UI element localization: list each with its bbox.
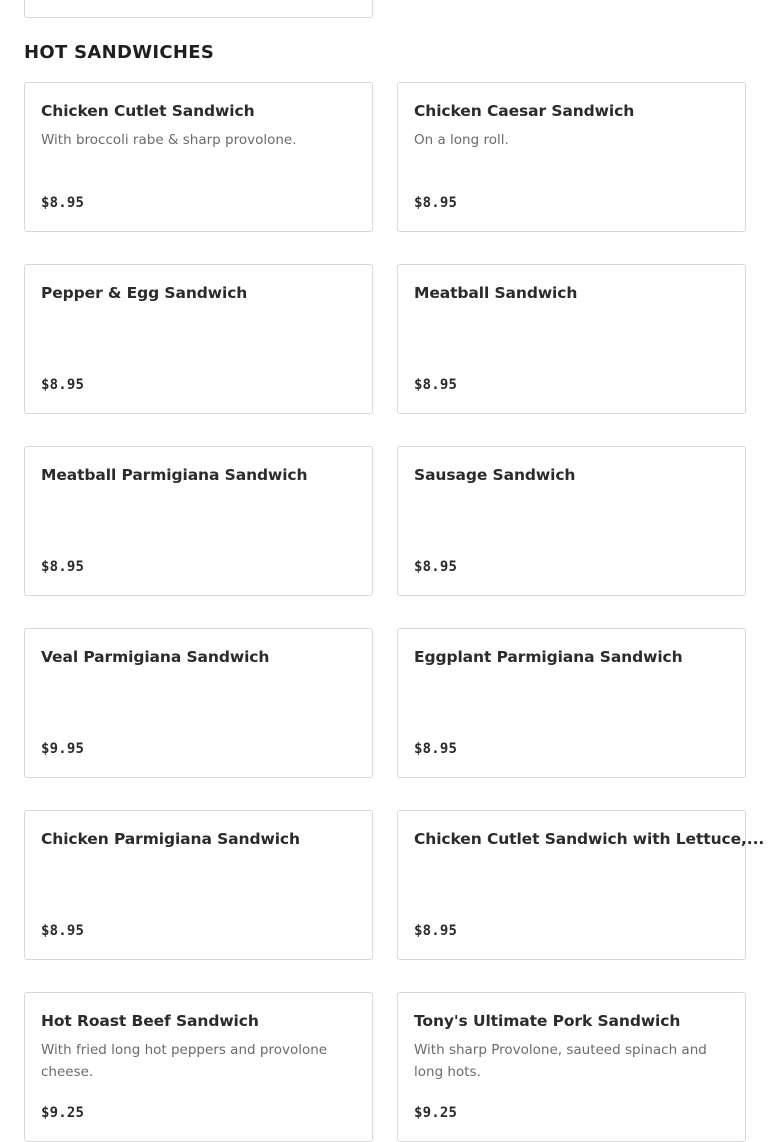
menu-item-price: $9.25: [414, 1105, 458, 1121]
menu-item-name: Eggplant Parmigiana Sandwich: [414, 648, 683, 666]
menu-item-card[interactable]: [397, 264, 746, 414]
menu-item-name: Sausage Sandwich: [414, 466, 576, 484]
menu-item-name: Pepper & Egg Sandwich: [41, 284, 248, 302]
section-heading: HOT SANDWICHES: [24, 42, 215, 63]
menu-item-price: $8.95: [41, 377, 85, 393]
menu-item-description: On a long roll.: [414, 132, 509, 148]
menu-item-name: Veal Parmigiana Sandwich: [41, 648, 270, 666]
menu-item-card[interactable]: [397, 82, 746, 232]
menu-item-name: Hot Roast Beef Sandwich: [41, 1012, 259, 1030]
menu-item-name: Tony's Ultimate Pork Sandwich: [414, 1012, 681, 1030]
menu-item-price: $8.95: [41, 195, 85, 211]
menu-item-price: $8.95: [41, 559, 85, 575]
menu-item-name: Chicken Cutlet Sandwich: [41, 102, 255, 120]
previous-menu-item-card[interactable]: [24, 0, 373, 18]
menu-item-name: Meatball Parmigiana Sandwich: [41, 466, 308, 484]
menu-item-card[interactable]: [397, 810, 765, 960]
menu-item-card[interactable]: [397, 992, 746, 1142]
menu-item-description: With broccoli rabe & sharp provolone.: [41, 132, 297, 148]
menu-item-price: $8.95: [414, 377, 458, 393]
menu-item-price: $8.95: [414, 923, 458, 939]
menu-item-card[interactable]: [24, 82, 373, 232]
menu-item-description: With sharp Provolone, sauteed spinach and long hots.: [414, 1042, 707, 1080]
menu-item-price: $8.95: [414, 559, 458, 575]
menu-item-card[interactable]: [24, 992, 373, 1142]
menu-item-price: $8.95: [41, 923, 85, 939]
menu-item-name: Chicken Cutlet Sandwich with Lettuce,...: [414, 830, 765, 848]
menu-item-card[interactable]: [24, 446, 373, 596]
menu-item-price: $9.95: [41, 741, 85, 757]
menu-item-price: $8.95: [414, 195, 458, 211]
menu-item-card[interactable]: [397, 446, 746, 596]
menu-item-name: Chicken Parmigiana Sandwich: [41, 830, 300, 848]
menu-item-card[interactable]: [397, 628, 746, 778]
menu-item-price: $9.25: [41, 1105, 85, 1121]
menu-item-card[interactable]: [24, 628, 373, 778]
menu-item-name: Chicken Caesar Sandwich: [414, 102, 635, 120]
menu-item-card[interactable]: [24, 810, 373, 960]
menu-item-description: With fried long hot peppers and provolone cheese.: [41, 1042, 328, 1080]
menu-item-grid: [24, 82, 765, 1142]
menu-item-name: Meatball Sandwich: [414, 284, 578, 302]
menu-item-card[interactable]: [24, 264, 373, 414]
menu-item-price: $8.95: [414, 741, 458, 757]
